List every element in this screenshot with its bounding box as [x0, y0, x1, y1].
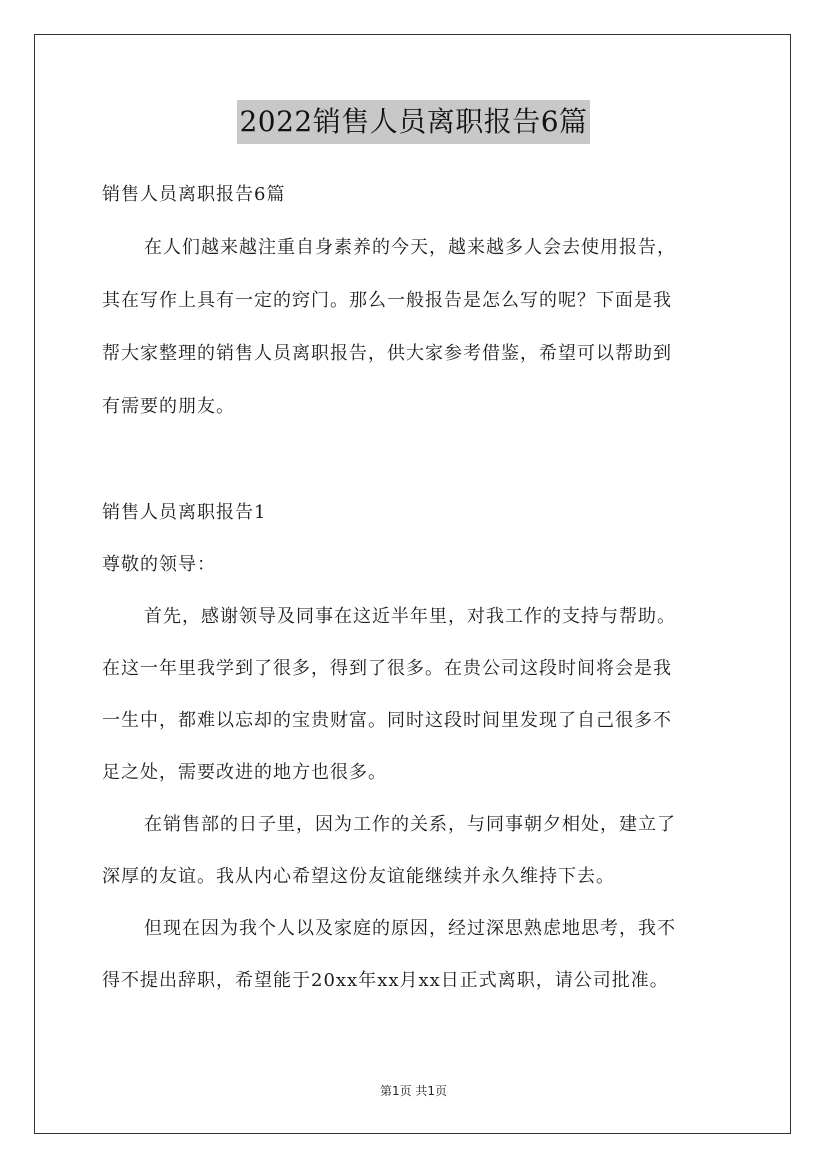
paragraph-line: 在人们越来越注重自身素养的今天，越来越多人会去使用报告，	[144, 237, 676, 258]
page-number: 第1页 共1页	[379, 1084, 448, 1098]
blank-spacer	[102, 433, 732, 486]
paragraph-line: 深厚的友谊。我从内心希望这份友谊能继续并永久维持下去。	[102, 866, 615, 887]
document-title: 2022销售人员离职报告6篇	[237, 100, 589, 144]
paragraph-line: 但现在因为我个人以及家庭的原因，经过深思熟虑地思考，我不	[144, 918, 676, 939]
paragraph-line: 在销售部的日子里，因为工作的关系，与同事朝夕相处，建立了	[144, 814, 676, 835]
paragraph-line: 帮大家整理的销售人员离职报告，供大家参考借鉴，希望可以帮助到	[102, 343, 672, 364]
salutation: 尊敬的领导：	[102, 554, 216, 575]
paragraph-line: 首先，感谢领导及同事在这近半年里，对我工作的支持与帮助。	[144, 606, 676, 627]
paragraph-line: 在这一年里我学到了很多，得到了很多。在贵公司这段时间将会是我	[102, 658, 672, 679]
title-container	[0, 100, 827, 144]
subtitle-line: 销售人员离职报告6篇	[102, 184, 286, 205]
paragraph-line: 得不提出辞职，希望能于20xx年xx月xx日正式离职，请公司批准。	[102, 970, 669, 991]
paragraph-line: 有需要的朋友。	[102, 396, 235, 417]
document-body	[102, 168, 732, 1006]
paragraph-line: 足之处，需要改进的地方也很多。	[102, 762, 387, 783]
section-heading: 销售人员离职报告1	[102, 502, 267, 523]
page-footer	[0, 1082, 827, 1099]
paragraph-line: 一生中，都难以忘却的宝贵财富。同时这段时间里发现了自己很多不	[102, 710, 672, 731]
paragraph-line: 其在写作上具有一定的窍门。那么一般报告是怎么写的呢？下面是我	[102, 290, 672, 311]
